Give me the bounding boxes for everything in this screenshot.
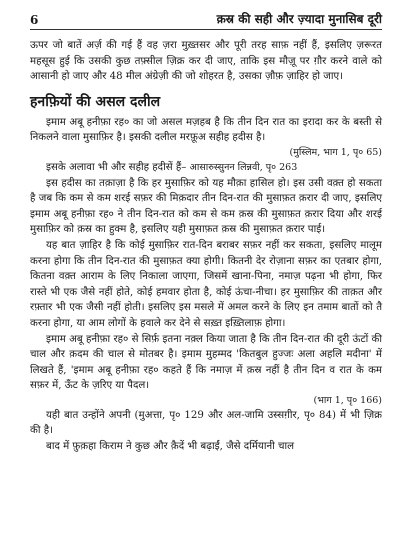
citation-3: (भाग 1, पृ० 166) bbox=[313, 394, 382, 406]
citation-2: आसारुस्सुनन लिन्नवी, पृ० 263 bbox=[189, 161, 298, 173]
section-heading: हनफ़ियों की असल दलील bbox=[30, 93, 161, 110]
running-title: क़स्र की सही और ज़्यादा मुनासिब दूरी bbox=[216, 12, 382, 26]
page-number: 6 bbox=[30, 13, 39, 27]
paragraph-5: इमाम अबू हनीफ़ा रह० से सिर्फ़ इतना नक़्ल किया जाता है कि तीन दिन-रात की दूरी ऊंटों की चाल और क़दम की चाल से मोतबर है। इमाम मुहम्मद 'कितबुल हुज्जः अला अहलि मदीना' में लिखते हैं, 'इमाम अबू हनीफ़ा रह० कहते हैं कि नमाज़ में क़स्र नहीं है तीन दिन व रात के कम सफ़र में, ऊँट के ज़रिए या पैदल। bbox=[30, 333, 382, 392]
page-header bbox=[30, 8, 382, 30]
paragraph-7: बाद में फ़ुक़हा किराम ने कुछ और क़ैदें भी बढ़ाईं, जैसे दर्मियानी चाल bbox=[46, 441, 295, 453]
paragraph-3: इस हदीस का तक़ाज़ा है कि हर मुसाफ़िर को यह मौक़ा हासिल हो। इस उसी वक़्त हो सकता है जब कि कम से कम शरई सफ़र की मिक़दार तीन दिन-रात की मुसाफ़त क़रार दी जाए, इसलिए इमाम अबू हनीफ़ा रह० ने तीन दिन-रात को कम से कम क़स्र की मुसाफ़त क़रार दिया और शरई मुसाफ़िर को क़स्र का हुक्म है, इसलिए यही मुसाफ़त क़स्र की मुसाफ़त क़रार पाई। bbox=[30, 177, 382, 236]
paragraph-1: इमाम अबू हनीफ़ा रह० का जो असल मज़हब है कि तीन दिन रात का इरादा कर के बस्ती से निकलने वाला मुसाफ़िर है। इसकी दलील मरफ़ूअ सहीह हदीस है। bbox=[30, 116, 382, 144]
paragraph-2-text: इसके अलावा भी और सहीह हदीसें हैं– bbox=[46, 161, 187, 173]
paragraph-2 bbox=[30, 160, 382, 176]
paragraph-4: यह बात ज़ाहिर है कि कोई मुसाफ़िर रात-दिन बराबर सफ़र नहीं कर सकता, इसलिए मालूम करना होगा कि तीन दिन-रात की मुसाफ़त क्या होगी। कितनी देर रोज़ाना सफ़र का एतबार होगा, कितना वक़्त आराम के लिए निकाला जाएगा, जिसमें खाना-पिना, नमाज़ पढ़ना भी होगा, फिर रास्ते भी एक जैसे नहीं होते, कोई हमवार होता है, कोई ऊंचा-नीचा। हर मुसाफ़िर की ताक़त और रफ़्तार भी एक जैसी नहीं होती। इसलिए इस मसले में अमल करने के लिए इन तमाम बातों को तै करना होगा, या आम लोगों के हवाले कर देने से सख़्त इख़्तिलाफ़ होगा। bbox=[30, 239, 382, 329]
intro-paragraph: ऊपर जो बातें अर्ज़ की गई हैं वह ज़रा मुख़्तसर और पूरी तरह साफ़ नहीं हैं, इसलिए ज़रूरत महसूस हुई कि उसकी कुछ तफ़्सील ज़िक्र कर दी जाए, ताकि इस मौज़ू पर ग़ौर करने वाले को आसानी हो जाए और 48 मील अंग्रेज़ी की जो शोहरत है, उसका ज़ौफ़ ज़ाहिर हो जाए। bbox=[30, 40, 382, 83]
paragraph-6: यही बात उन्होंने अपनी (मुअत्ता, पृ० 129 और अल-जामि उस्सग़ीर, पृ० 84) में भी ज़िक्र की है। bbox=[30, 409, 382, 437]
citation-1: (मुस्लिम, भाग 1, पृ० 65) bbox=[289, 146, 382, 158]
